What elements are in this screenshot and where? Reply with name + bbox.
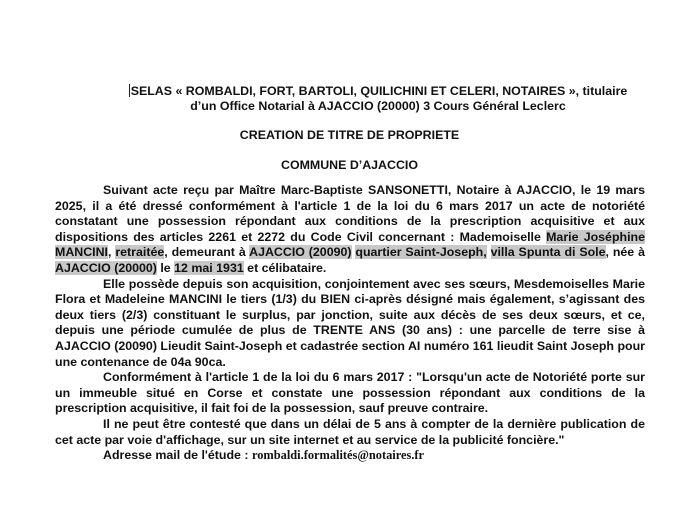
header-line-1: SELAS « ROMBALDI, FORT, BARTOLI, QUILICHINI ET CELERI, NOTAIRES », titulaire: [130, 84, 628, 98]
commune-title: COMMUNE D’AJACCIO: [281, 158, 418, 172]
highlight-city: AJACCIO (20090): [249, 245, 352, 260]
notary-header: [108, 84, 648, 114]
contact-email: rombaldi.formalités@notaires.fr: [251, 448, 425, 463]
paragraph-contest: Il ne peut être contesté que dans un délai de 5 ans à compter de la dernière publication de cet acte par voie d'affichage, sur un site internet et au service de la publicité foncière.": [55, 416, 645, 447]
highlight-profession: retraitée: [115, 245, 165, 260]
highlight-surname: MANCINI: [55, 245, 108, 260]
text-segment: et célibataire.: [243, 260, 327, 275]
contact-line: [55, 448, 645, 464]
text-segment: [487, 245, 491, 259]
contact-label: Adresse mail de l'étude :: [103, 448, 252, 463]
text-segment: ,: [108, 245, 116, 260]
document-title: CREATION DE TITRE DE PROPRIETE: [239, 128, 460, 142]
header-line-2: d’un Office Notarial à AJACCIO (20000) 3 Cours Général Leclerc: [190, 99, 566, 113]
text-cursor: [129, 84, 130, 97]
text-segment: le: [156, 260, 175, 275]
paragraph-law: Conformément à l'article 1 de la loi du 6 mars 2017 : "Lorsqu'un acte de Notoriété porte sur un immeuble situé en Corse et constate une possession répondant aux conditions de la prescription acquisitive, il fait foi de la possession, sauf preuve contraire.: [55, 370, 645, 416]
highlight-birthdate: 12 mai 1931: [174, 260, 244, 275]
highlight-villa: villa Spunta di Sole: [490, 245, 606, 260]
document-body: [55, 183, 645, 464]
highlight-quarter: quartier Saint-Joseph,: [355, 245, 487, 260]
text-segment: , demeurant à: [164, 245, 250, 260]
highlight-name: Marie Joséphine: [546, 229, 645, 244]
paragraph-possession: Elle possède depuis son acquisition, conjointement avec ses sœurs, Mesdemoiselles Marie Flora et Madeleine MANCINI le tiers (1/3) du BIEN ci-après désigné mais également, s’agissant des deux tiers (2/3) constituant le surplus, par jonction, suite aux décès de ses deux sœurs, et ce, depuis une période cumulée de plus de TRENTE ANS (30 ans) : une parcelle de terre sise à AJACCIO (20090) Lieudit Saint-Joseph et cadastrée section AI numéro 161 lieudit Saint Joseph pour une contenance de 04a 90ca.: [55, 276, 645, 369]
text-segment: , née à: [605, 245, 645, 260]
highlight-birthplace: AJACCIO (20000): [55, 260, 157, 275]
paragraph-acte: [55, 183, 645, 277]
text-segment: Suivant acte reçu par Maître Marc-Baptiste SANSONETTI, Notaire à AJACCIO, le 19 mars 2025, il a été dressé conformément à l'article 1 de la loi du 6 mars 2017 un acte de notoriété constatant une possession répondant aux conditions de la prescription acquisitive et aux dispositions des articles 2261 et 2272 du Code Civil concernant : Mademoiselle: [55, 183, 645, 244]
